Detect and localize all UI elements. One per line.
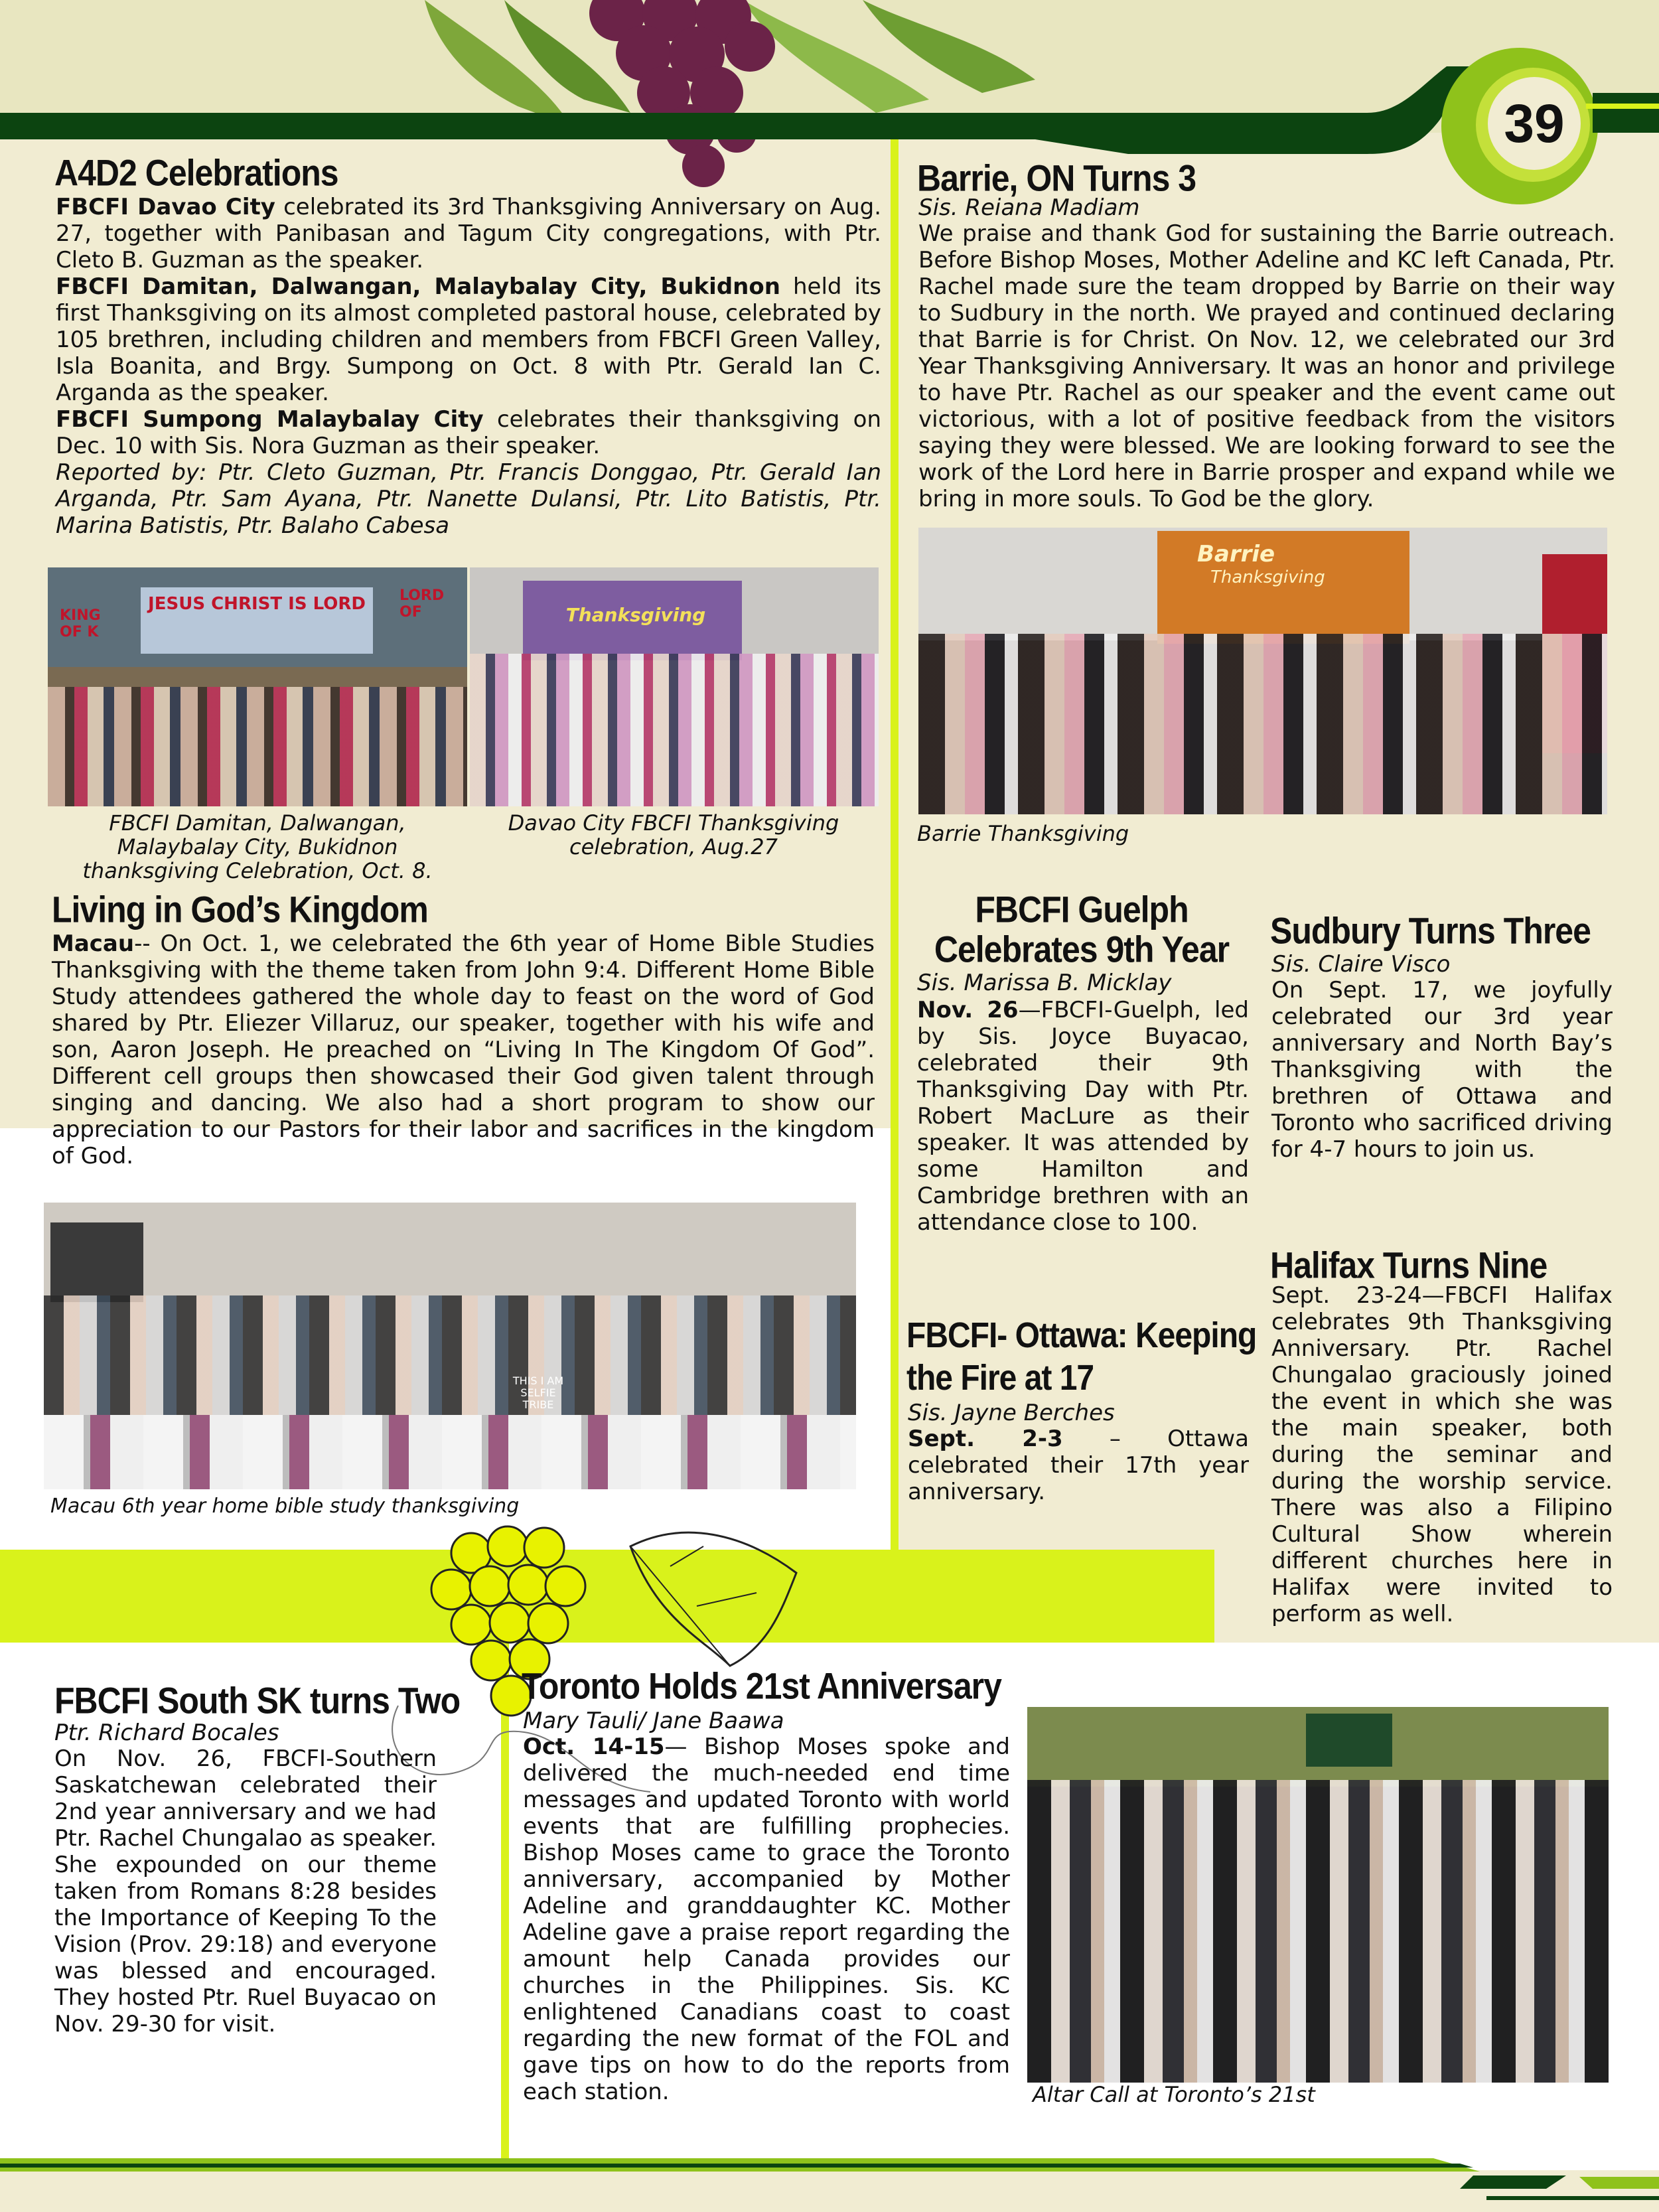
damitan-photo [48, 567, 467, 806]
davao-banner: Thanksgiving [565, 604, 706, 626]
guelph-lead-bold: Nov. 26 [917, 997, 1019, 1023]
living-text: -- On Oct. 1, we celebrated the 6th year of Home Bible Studies Thanksgiving with the theme taken from John 9:4. Different Home Bible Study attendees gathered the whole day to feast on the word of God shared by Ptr. Eliezer Villaruz, our speaker, together with his wife and son, Aaron Joseph. He preached on “Living In The Kingdom Of God”. Different cell groups then showcased their God given talent through singing and dancing. We also had a short program to show our appreciation to our Pastors for their labor and sacrifices in the kingdom of God. [52, 930, 875, 1169]
living-lead-bold: Macau [52, 930, 135, 957]
toronto-lead-bold: Oct. 14-15 [523, 1733, 665, 1760]
macau-photo [44, 1203, 856, 1489]
barrie-byline: Sis. Reiana Madiam [918, 194, 1140, 221]
ottawa-byline: Sis. Jayne Berches [908, 1400, 1115, 1426]
barrie-photo-caption: Barrie Thanksgiving [917, 821, 1129, 846]
davao-photo-caption: Davao City FBCFI Thanksgiving celebration, Aug.27 [508, 810, 839, 859]
damitan-photo-caption: FBCFI Damitan, Dalwangan, Malaybalay City, Bukidnon thanksgiving Celebration, Oct. 8. [82, 810, 433, 883]
damitan-banner-right: LORD OF [399, 587, 445, 621]
toronto-byline: Mary Tauli/ Jane Baawa [523, 1708, 784, 1734]
guelph-title-2: Celebrates 9th Year [934, 928, 1230, 970]
southsk-body: On Nov. 26, FBCFI-Southern Saskatchewan celebrated their 2nd year anniversary and we had Ptr. Rachel Chungalao as speaker. She expounded on our theme taken from Romans 8:28 besides the Importance of Keeping To the Vision (Prov. 29:18) and everyone was blessed and encouraged. They hosted Ptr. Ruel Buyacao on Nov. 29-30 for visit. [54, 1745, 437, 2037]
barrie-body: We praise and thank God for sustaining the Barrie outreach. Before Bishop Moses, Mother Adeline and KC left Canada, Ptr. Rachel made sure the team dropped by Barrie on their way to Sudbury in the north. We prayed and continued declaring that Barrie is for Christ. On Nov. 12, we celebrated our 3rd Year Thanksgiving Anniversary. It was an honor and privilege to have Ptr. Rachel as our speaker and the event came out victorious, with a lot of positive feedback from the visitors saying they were blessed. We are looking forward to see the work of the Lord here in Barrie prosper and expand while we bring in more souls. To God be the glory. [918, 220, 1615, 512]
a4d2-body [56, 194, 881, 539]
a4d2-p2-text: held its first Thanksgiving on its almost completed pastoral house, celebrated by 105 brethren, including children and members from FBCFI Green Valley, Isla Boanita, and Brgy. Sumpong on Oct. 8 with Ptr. Gerald Ian C. Arganda as the speaker. [56, 273, 881, 406]
ottawa-title-2: the Fire at 17 [906, 1359, 1094, 1398]
toronto-photo-caption: Altar Call at Toronto’s 21st [1033, 2082, 1315, 2107]
a4d2-p3-text: celebrates their thanksgiving on Dec. 10 with Sis. Nora Guzman as their speaker. [56, 406, 881, 459]
guelph-body [917, 997, 1249, 1236]
living-body [52, 930, 875, 1169]
halifax-body: Sept. 23-24—FBCFI Halifax celebrates 9th Thanksgiving Anniversary. Ptr. Rachel Chungalao graciously joined the event in which she was the main speaker, both during the seminar and during the worship service. There was also a Filipino Cultural Show wherein different churches here in Halifax were invited to perform as well. [1271, 1282, 1613, 1627]
living-title: Living in God’s Kingdom [52, 889, 428, 930]
ottawa-lead-bold: Sept. 2-3 [908, 1426, 1063, 1452]
a4d2-p1-bold: FBCFI Davao City [56, 194, 275, 220]
toronto-body [523, 1733, 1010, 2105]
column-divider [891, 139, 899, 1553]
ottawa-title-1: FBCFI- Ottawa: Keeping [906, 1316, 1257, 1356]
damitan-banner-left: KING OF K [60, 607, 101, 640]
toronto-title: Toronto Holds 21st Anniversary [522, 1665, 1001, 1707]
macau-photo-caption: Macau 6th year home bible study thanksgiving [50, 1495, 520, 1518]
toronto-photo [1027, 1707, 1609, 2083]
halifax-title: Halifax Turns Nine [1270, 1244, 1548, 1286]
southsk-byline: Ptr. Richard Bocales [54, 1720, 279, 1746]
damitan-banner-center: JESUS CHRIST IS LORD [148, 594, 366, 614]
sudbury-title: Sudbury Turns Three [1270, 910, 1591, 952]
sudbury-byline: Sis. Claire Visco [1271, 951, 1451, 978]
a4d2-p2-bold: FBCFI Damitan, Dalwangan, Malaybalay City, Bukidnon [56, 273, 780, 300]
a4d2-p1-text: celebrated its 3rd Thanksgiving Anniversary on Aug. 27, together with Panibasan and Tagum City congregations, with Ptr. Cleto B. Guzman as the speaker. [56, 194, 882, 273]
guelph-text: —FBCFI-Guelph, led by Sis. Joyce Buyacao, celebrated their 9th Thanksgiving Day with Ptr. Robert MacLure as their speaker. It was attended by some Hamilton and Cambridge brethren with an attendance close to 100. [917, 997, 1249, 1236]
guelph-title-1: FBCFI Guelph [975, 889, 1189, 930]
guelph-byline: Sis. Marissa B. Micklay [917, 970, 1172, 996]
macau-shirt-text: THIS I AM SELFIE TRIBE [512, 1374, 564, 1411]
sudbury-body: On Sept. 17, we joyfully celebrated our 3rd year anniversary and North Bay’s Thanksgiving with the brethren of Ottawa and Toronto who sacrificed driving for 4-7 hours to join us. [1271, 977, 1613, 1163]
toronto-text: — Bishop Moses spoke and delivered the much-needed end time messages and updated Toronto with world events that are fulfilling prophecies. Bishop Moses came to grace the Toronto anniversary, accompanied by Mother Adeline and granddaughter KC. Mother Adeline gave a praise report regarding the amount help Canada provides our churches in the Philippines. Sis. KC enlightened Canadians coast to coast regarding the new format of the FOL and gave tips on how to do the reports from each station. [523, 1733, 1010, 2105]
davao-photo [470, 567, 879, 806]
a4d2-title: A4D2 Celebrations [54, 152, 338, 194]
barrie-banner-1: Barrie [1197, 541, 1275, 567]
southsk-title: FBCFI South SK turns Two [54, 1680, 461, 1722]
ottawa-text: – Ottawa celebrated their 17th year anniversary. [908, 1426, 1249, 1505]
barrie-photo [918, 528, 1607, 814]
barrie-title: Barrie, ON Turns 3 [917, 157, 1196, 199]
a4d2-reported-by: Reported by: Ptr. Cleto Guzman, Ptr. Francis Donggao, Ptr. Gerald Ian Arganda, Ptr. Sam Ayana, Ptr. Nanette Dulansi, Ptr. Lito Batistis, Ptr. Marina Batistis, Ptr. Balaho Cabesa [56, 459, 881, 539]
barrie-banner-2: Thanksgiving [1210, 567, 1325, 587]
page-number: 39 [1504, 94, 1565, 154]
footer-band [0, 2150, 1659, 2212]
ottawa-body [908, 1426, 1249, 1505]
a4d2-p3-bold: FBCFI Sumpong Malaybalay City [56, 406, 484, 433]
